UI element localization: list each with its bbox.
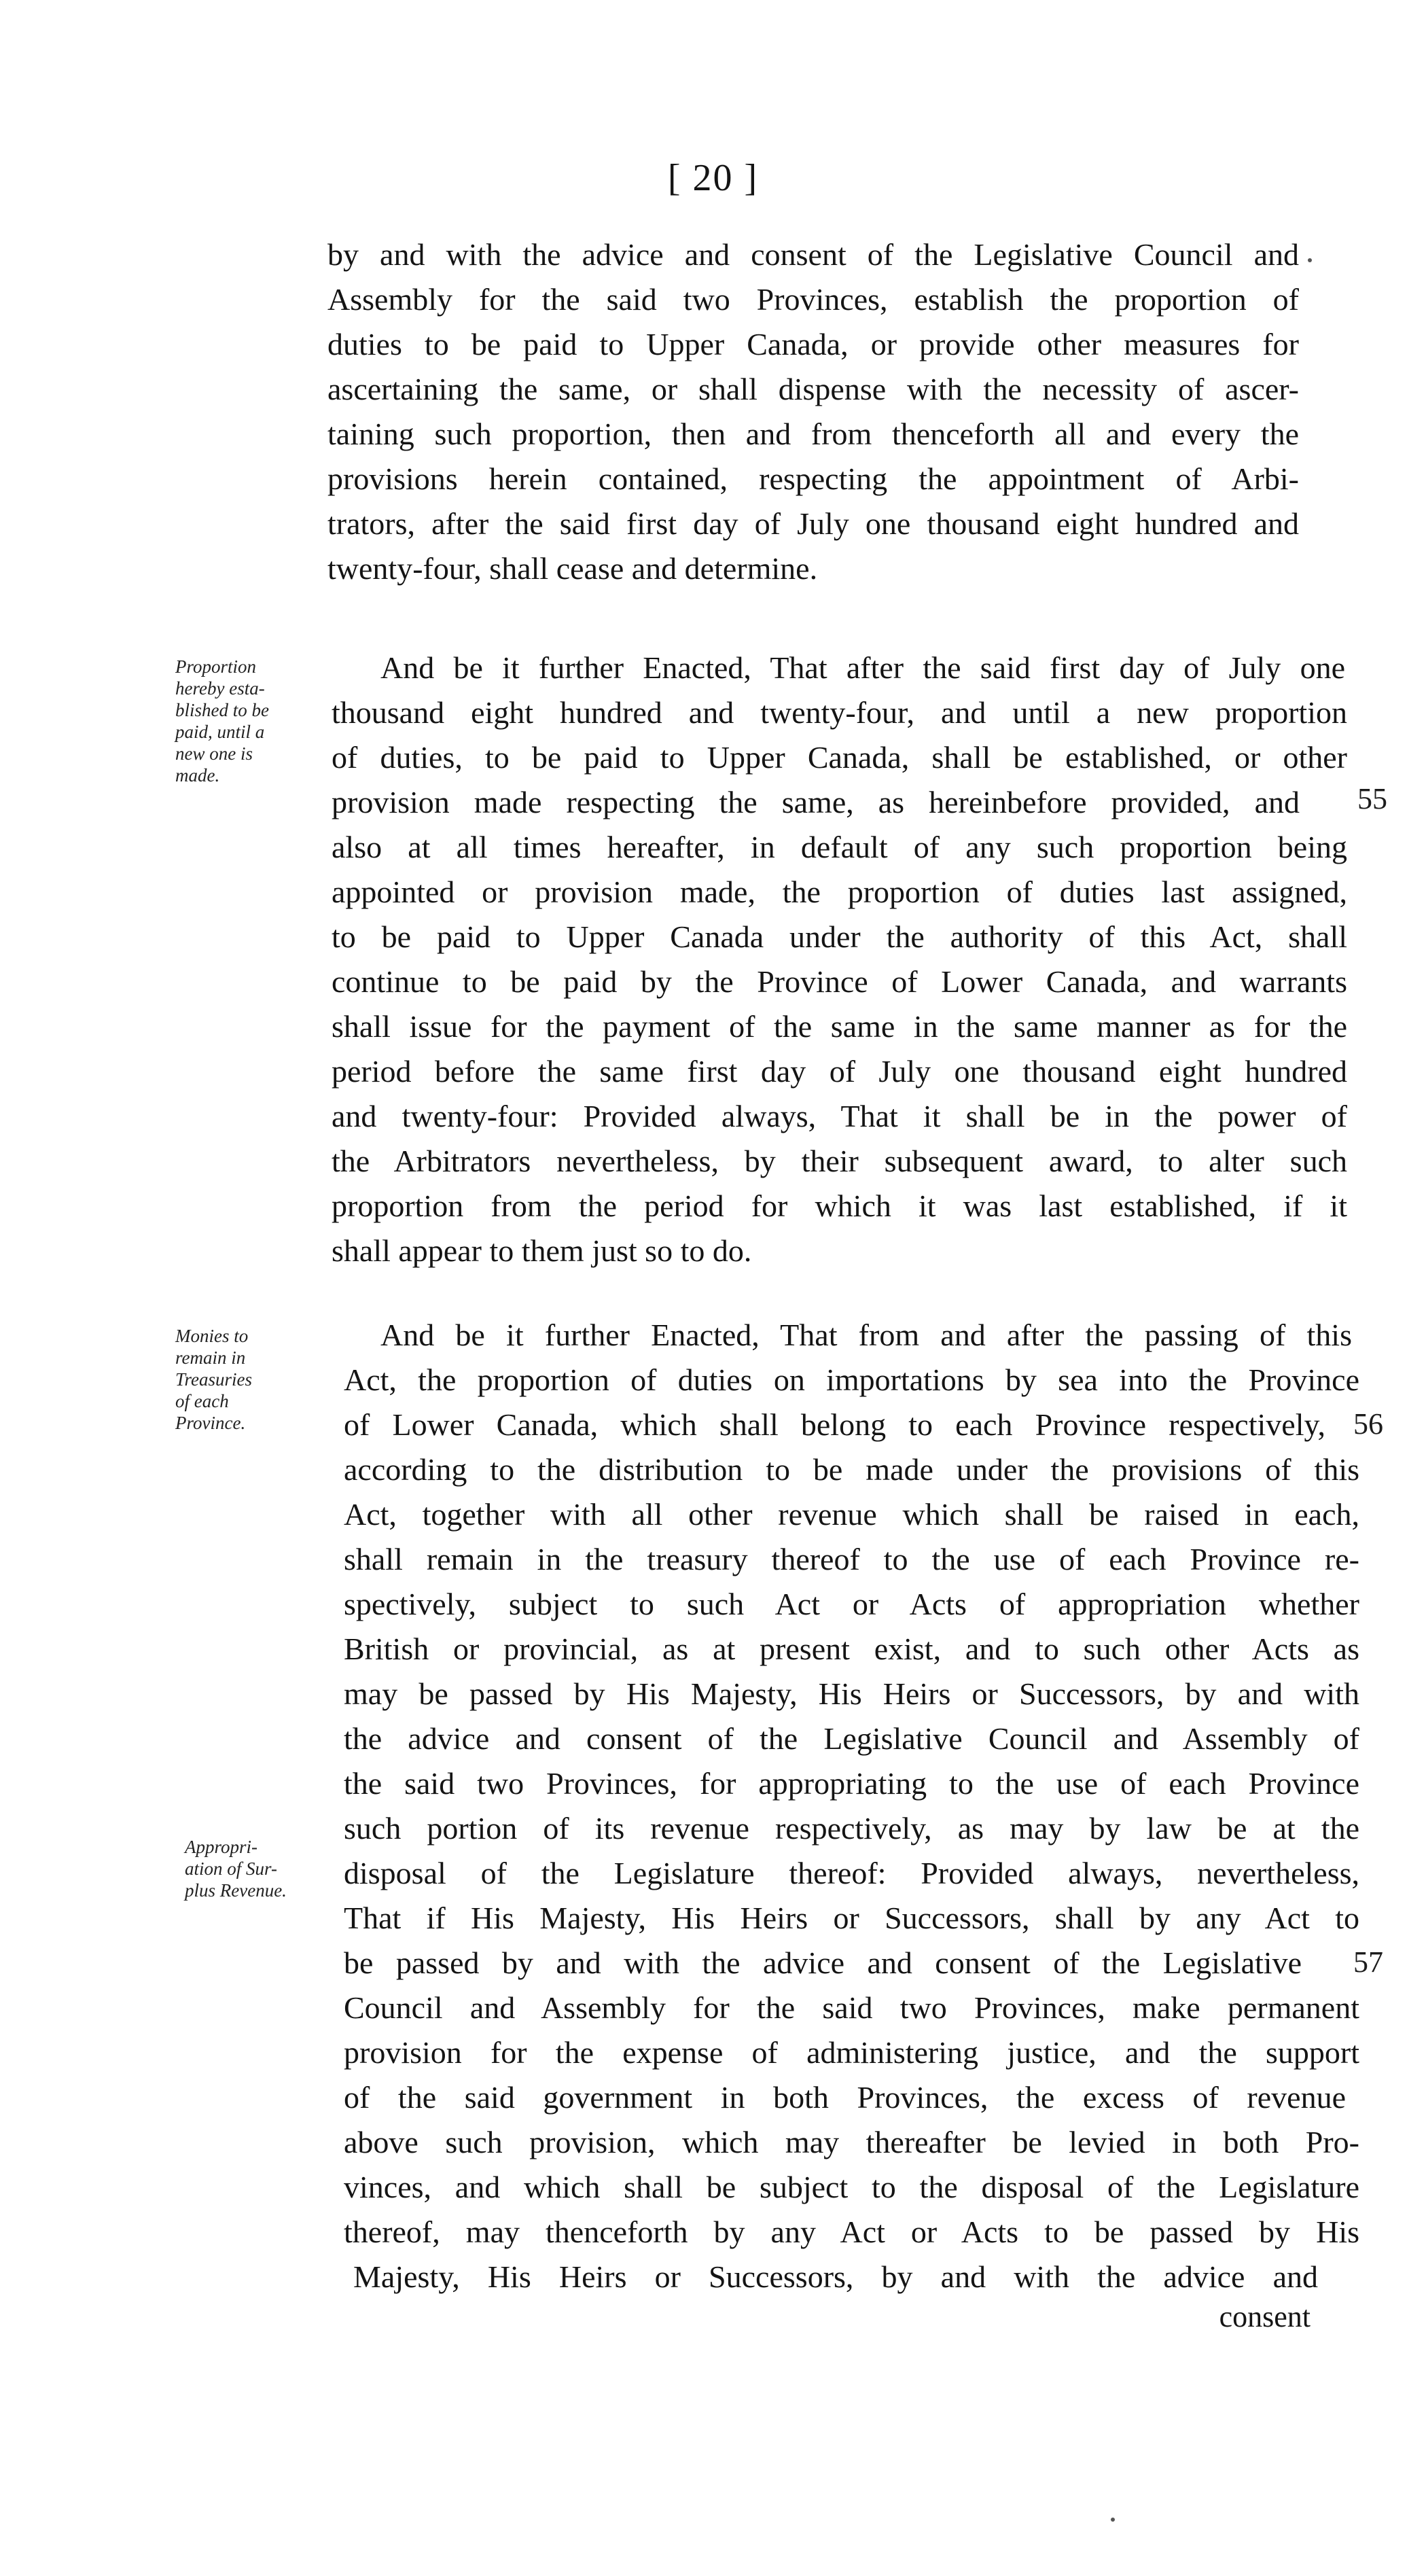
- text-line: provisions herein contained, respecting the appointment of Arbi-: [327, 461, 1299, 496]
- text-line: the advice and consent of the Legislative Council and Assembly of: [344, 1721, 1359, 1756]
- text-line: duties to be paid to Upper Canada, or provide other measures for: [327, 327, 1299, 361]
- text-line: shall remain in the treasury thereof to the use of each Province re-: [344, 1542, 1359, 1576]
- line-number-56: 56: [1353, 1407, 1383, 1441]
- text-line: twenty-four, shall cease and determine.: [327, 551, 818, 586]
- margin-note-monies: Monies to remain in Treasuries of each Province.: [175, 1326, 253, 1433]
- text-line: trators, after the said first day of July one thousand eight hundred and: [327, 506, 1299, 541]
- line-number-55: 55: [1357, 782, 1387, 815]
- text-line: British or provincial, as at present exist, and to such other Acts as: [344, 1631, 1359, 1666]
- text-line: also at all times hereafter, in default of any such proportion being: [332, 830, 1347, 864]
- text-line: be passed by and with the advice and consent of the Legislative: [344, 1945, 1302, 1980]
- page-number: [ 20 ]: [667, 157, 759, 199]
- text-line: Assembly for the said two Provinces, establish the proportion of: [327, 282, 1299, 317]
- text-line: above such provision, which may thereafter be levied in both Pro-: [344, 2125, 1359, 2159]
- ink-speck: [1111, 2518, 1115, 2522]
- text-line: according to the distribution to be made under the provisions of this: [344, 1452, 1359, 1487]
- line-number-57: 57: [1353, 1945, 1383, 1979]
- catchword: consent: [1219, 2300, 1311, 2333]
- text-line: to be paid to Upper Canada under the authority of this Act, shall: [332, 919, 1347, 954]
- ink-speck: [1308, 258, 1312, 262]
- text-line: and twenty-four: Provided always, That it shall be in the power of: [332, 1099, 1347, 1133]
- text-line: ascertaining the same, or shall dispense with the necessity of ascer-: [327, 372, 1299, 406]
- text-line: the said two Provinces, for appropriating to the use of each Province: [344, 1766, 1359, 1801]
- text-line: Majesty, His Heirs or Successors, by and with the advice and: [353, 2259, 1318, 2294]
- text-line: of the said government in both Provinces, the excess of revenue: [344, 2080, 1346, 2115]
- text-line: period before the same first day of July one thousand eight hundred: [332, 1054, 1347, 1089]
- text-line: That if His Majesty, His Heirs or Successors, shall by any Act to: [344, 1901, 1359, 1935]
- text-line: of duties, to be paid to Upper Canada, shall be established, or other: [332, 740, 1347, 775]
- text-line: by and with the advice and consent of the Legislative Council and: [327, 237, 1299, 272]
- text-line: of Lower Canada, which shall belong to each Province respectively,: [344, 1407, 1325, 1442]
- text-line: taining such proportion, then and from thenceforth all and every the: [327, 417, 1299, 451]
- text-line: And be it further Enacted, That from and after the passing of this: [380, 1318, 1352, 1352]
- text-line: may be passed by His Majesty, His Heirs or Successors, by and with: [344, 1676, 1359, 1711]
- text-line: vinces, and which shall be subject to the disposal of the Legislature: [344, 2170, 1359, 2204]
- text-line: continue to be paid by the Province of Lower Canada, and warrants: [332, 964, 1347, 999]
- text-line: proportion from the period for which it was last established, if it: [332, 1188, 1347, 1223]
- text-line: provision for the expense of administering justice, and the support: [344, 2035, 1359, 2070]
- text-line: And be it further Enacted, That after the said first day of July one: [380, 650, 1345, 685]
- text-line: Act, the proportion of duties on importations by sea into the Province: [344, 1362, 1359, 1397]
- text-line: provision made respecting the same, as hereinbefore provided, and: [332, 785, 1300, 819]
- text-line: thereof, may thenceforth by any Act or Acts to be passed by His: [344, 2215, 1359, 2249]
- text-line: spectively, subject to such Act or Acts of appropriation whether: [344, 1587, 1359, 1621]
- text-line: the Arbitrators nevertheless, by their subsequent award, to alter such: [332, 1144, 1347, 1178]
- text-line: appointed or provision made, the proportion of duties last assigned,: [332, 875, 1347, 909]
- text-line: thousand eight hundred and twenty-four, and until a new proportion: [332, 695, 1347, 730]
- text-line: shall appear to them just so to do.: [332, 1233, 752, 1268]
- text-line: disposal of the Legislature thereof: Provided always, nevertheless,: [344, 1856, 1359, 1890]
- text-line: such portion of its revenue respectively, as may by law be at the: [344, 1811, 1359, 1846]
- text-line: Council and Assembly for the said two Provinces, make permanent: [344, 1990, 1359, 2025]
- text-line: shall issue for the payment of the same in the same manner as for the: [332, 1009, 1347, 1044]
- margin-note-proportion: Proportion hereby esta- blished to be paid, until a new one is made.: [175, 656, 269, 786]
- margin-note-appropriation: Appropri- ation of Sur- plus Revenue.: [185, 1837, 287, 1901]
- text-line: Act, together with all other revenue which shall be raised in each,: [344, 1497, 1359, 1532]
